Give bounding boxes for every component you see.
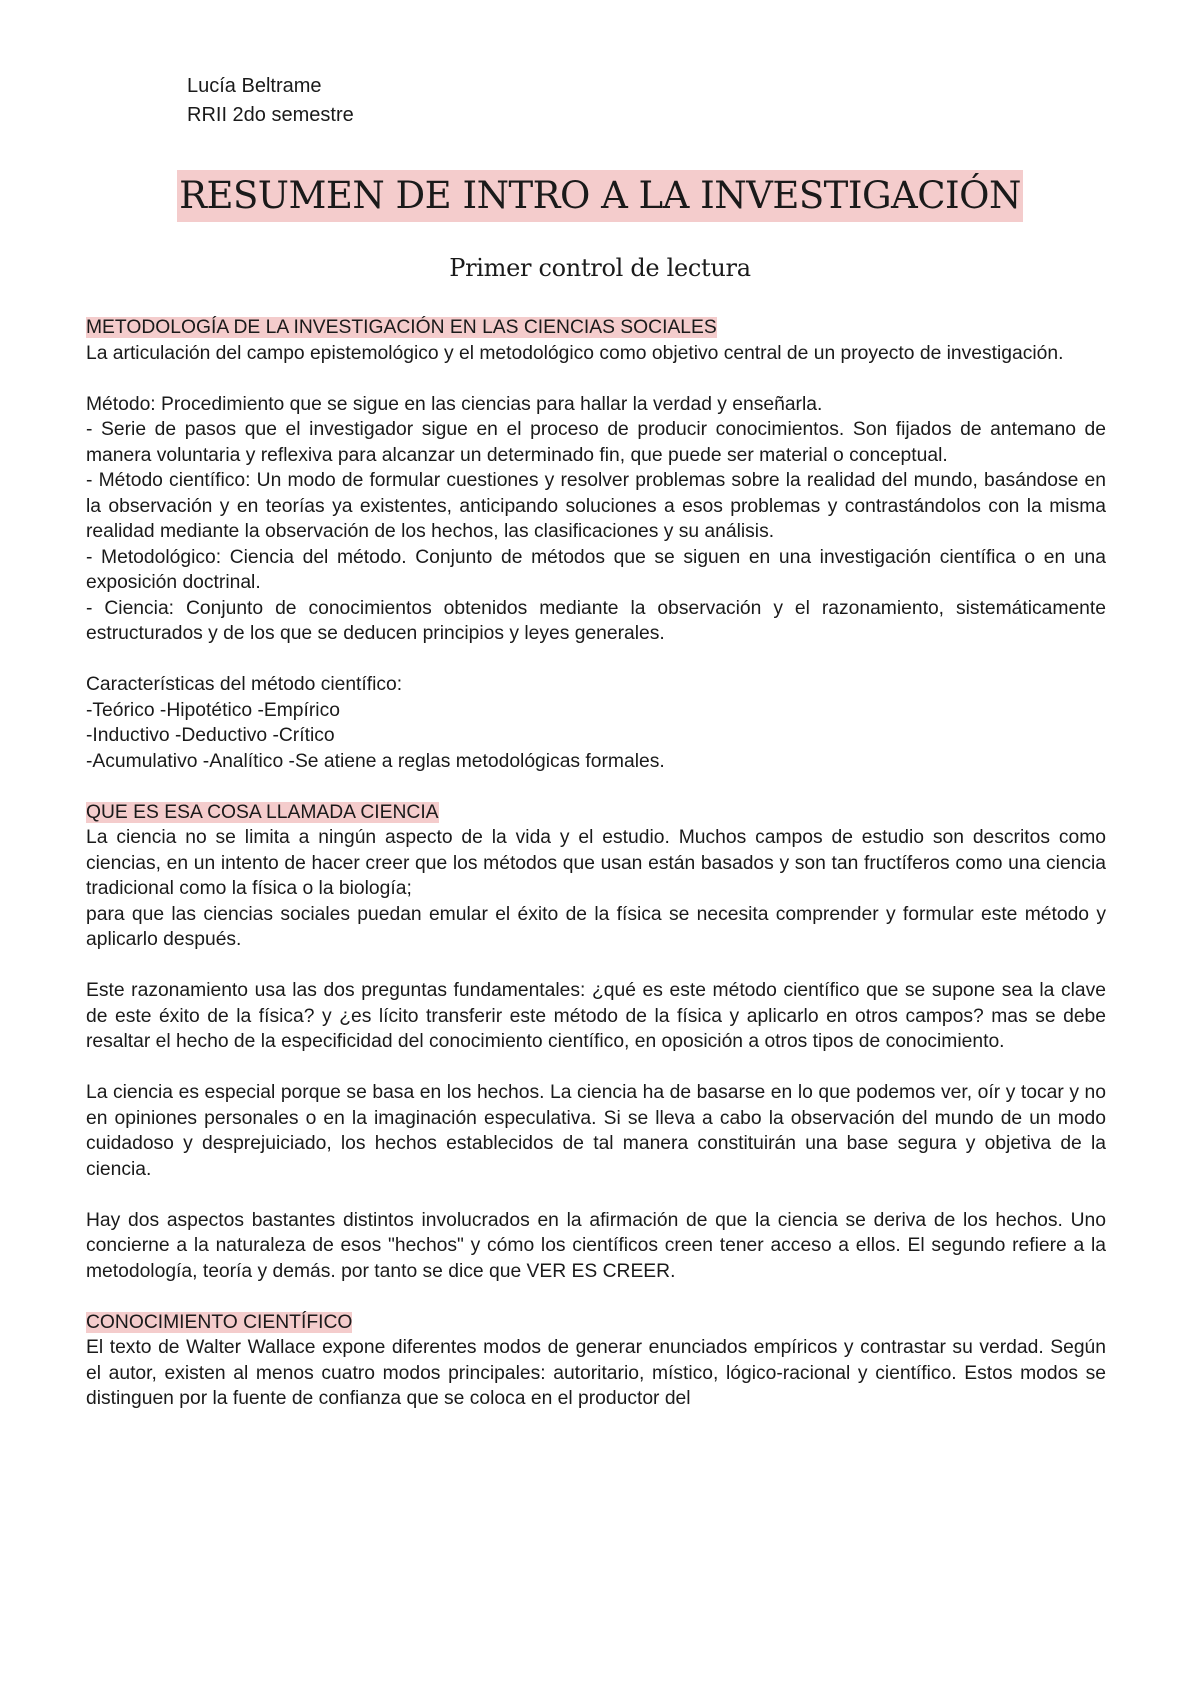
list-item: - Método científico: Un modo de formular cuestiones y resolver problemas sobre la realidad del mundo, basándose en la observación y en teorías ya existentes, anticipando soluciones a esos problemas y contrastándolos con la misma realidad mediante la observación de los hechos, las clasificaciones y su análisis.: [86, 470, 1106, 542]
list-item: - Metodológico: Ciencia del método. Conjunto de métodos que se siguen en una investigación científica o en una exposición doctrinal.: [86, 546, 1106, 593]
list-item: - Serie de pasos que el investigador sigue en el proceso de producir conocimientos. Son fijados de antemano de manera voluntaria y reflexiva para alcanzar un determinado fin, que puede ser material o conceptual.: [86, 419, 1106, 466]
document-title: RESUMEN DE INTRO A LA INVESTIGACIÓN: [177, 170, 1023, 222]
list-item: -Inductivo -Deductivo -Crítico: [86, 725, 335, 746]
spacer: [86, 647, 1106, 673]
list-item: - Ciencia: Conjunto de conocimientos obtenidos mediante la observación y el razonamiento, sistemáticamente estructurados y de los que se deducen principios y leyes generales.: [86, 597, 1106, 644]
spacer: [86, 1284, 1106, 1310]
subtitle-container: [0, 252, 1200, 284]
section-heading-metodologia: METODOLOGÍA DE LA INVESTIGACIÓN EN LAS CIENCIAS SOCIALES: [86, 317, 717, 338]
author-name: Lucía Beltrame: [187, 75, 322, 97]
document-body: [86, 315, 1106, 1412]
author-course: RRII 2do semestre: [187, 104, 354, 126]
paragraph: Método: Procedimiento que se sigue en las ciencias para hallar la verdad y enseñarla.: [86, 393, 823, 415]
paragraph: Hay dos aspectos bastantes distintos involucrados en la afirmación de que la ciencia se deriva de los hechos. Uno concierne a la naturaleza de esos "hechos" y cómo los científicos creen tener acceso a ellos. El segundo refiere a la metodología, teoría y demás. por tanto se dice que VER ES CREER.: [86, 1209, 1106, 1282]
document-subtitle: Primer control de lectura: [449, 254, 751, 282]
paragraph: La articulación del campo epistemológico y el metodológico como objetivo central de un proyecto de investigación.: [86, 342, 1064, 364]
section-heading-ciencia: QUE ES ESA COSA LLAMADA CIENCIA: [86, 801, 439, 823]
spacer: [86, 774, 1106, 800]
spacer: [86, 953, 1106, 979]
paragraph: Este razonamiento usa las dos preguntas fundamentales: ¿qué es este método científico que se supone sea la clave de este éxito de la física? y ¿es lícito transferir este método de la física y aplicarlo en otros campos? mas se debe resaltar el hecho de la especificidad del conocimiento científico, en oposición a otros tipos de conocimiento.: [86, 980, 1106, 1052]
paragraph: La ciencia no se limita a ningún aspecto de la vida y el estudio. Muchos campos de estudio son descritos como ciencias, en un intento de hacer creer que los métodos que usan están basados y son tan fructíferos como una ciencia tradicional como la física o la biología;: [86, 827, 1106, 899]
list-item: -Teórico -Hipotético -Empírico: [86, 699, 340, 721]
author-header: [187, 72, 354, 130]
spacer: [86, 1055, 1106, 1081]
list-item: -Acumulativo -Analítico -Se atiene a reglas metodológicas formales.: [86, 750, 665, 772]
spacer: [86, 366, 1106, 392]
section-heading-conocimiento: CONOCIMIENTO CIENTÍFICO: [86, 1311, 353, 1333]
title-container: [0, 170, 1200, 222]
paragraph: para que las ciencias sociales puedan emular el éxito de la física se necesita comprender y formular este método y aplicarlo después.: [86, 903, 1106, 950]
paragraph: Características del método científico:: [86, 674, 403, 695]
spacer: [86, 1182, 1106, 1208]
paragraph: El texto de Walter Wallace expone diferentes modos de generar enunciados empíricos y contrastar su verdad. Según el autor, existen al menos cuatro modos principales: autoritario, místico, lógico-racional y científico. Estos modos se distinguen por la fuente de confianza que se coloca en el productor del: [86, 1337, 1106, 1409]
paragraph: La ciencia es especial porque se basa en los hechos. La ciencia ha de basarse en lo que podemos ver, oír y tocar y no en opiniones personales o en la imaginación especulativa. Si se lleva a cabo la observación del mundo de un modo cuidadoso y desprejuiciado, los hechos establecidos de tal manera constituirán una base segura y objetiva de la ciencia.: [86, 1082, 1106, 1180]
